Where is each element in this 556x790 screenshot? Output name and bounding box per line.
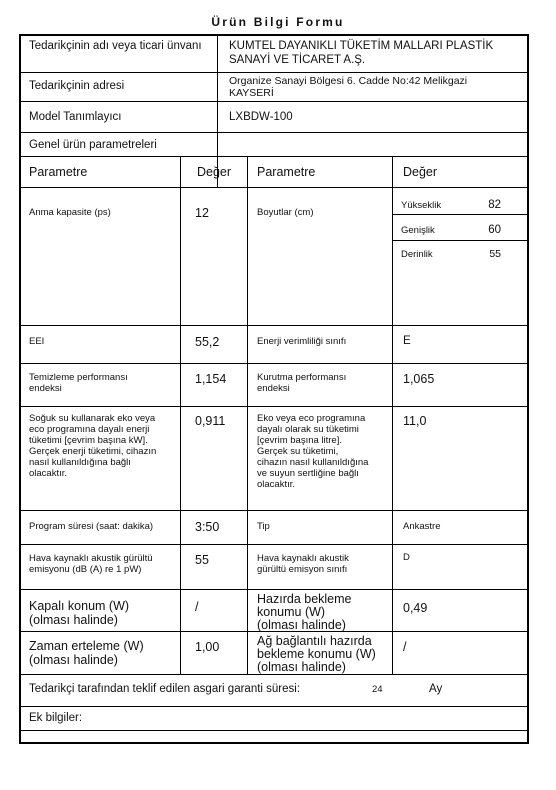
- form-title: Ürün Bilgi Formu: [211, 15, 345, 29]
- cleaning-value: 1,154: [195, 372, 227, 386]
- energy-consumption-value: 0,911: [195, 414, 226, 428]
- supplier-address-value: KAYSERİ: [229, 87, 274, 99]
- capacity-label: Anma kapasite (ps): [29, 207, 111, 218]
- energy-consumption-label: olacaktır.: [29, 468, 68, 479]
- supplier-name-value: KUMTEL DAYANIKLI TÜKETİM MALLARI PLASTİK: [229, 40, 494, 52]
- value-header: Değer: [403, 165, 438, 179]
- value-header: Değer: [197, 165, 232, 179]
- capacity-value: 12: [195, 206, 209, 220]
- noise-label: Hava kaynaklı akustik gürültü: [29, 553, 153, 564]
- row-divider: [21, 363, 527, 364]
- general-params-label: Genel ürün parametreleri: [29, 139, 157, 151]
- noise-class-label: Hava kaynaklı akustik: [257, 553, 349, 564]
- param-header: Parametre: [257, 165, 316, 179]
- row-divider: [21, 132, 527, 133]
- standby-label: Hazırda bekleme: [257, 592, 352, 606]
- eei-label: EEI: [29, 336, 45, 347]
- type-value: Ankastre: [403, 521, 441, 532]
- standby-label: (olması halinde): [257, 618, 346, 632]
- param-header: Parametre: [29, 165, 88, 179]
- energy-consumption-label: eco programına dayalı enerji: [29, 424, 150, 435]
- dimensions-label: Boyutlar (cm): [257, 207, 314, 218]
- off-mode-value: /: [195, 600, 199, 614]
- water-consumption-label: [çevrim başına litre].: [257, 435, 342, 446]
- water-consumption-label: dayalı olarak su tüketimi: [257, 424, 359, 435]
- cleaning-label: endeksi: [29, 383, 62, 394]
- height-value: 82: [488, 199, 501, 211]
- warranty-value: 24: [372, 684, 383, 695]
- row-divider: [392, 240, 527, 241]
- standby-value: 0,49: [403, 601, 428, 615]
- column-divider: [392, 156, 393, 674]
- noise-class-label: gürültü emisyon sınıfı: [257, 564, 348, 575]
- cleaning-label: Temizleme performansı: [29, 372, 128, 383]
- energy-class-value: E: [403, 335, 411, 347]
- type-label: Tip: [257, 521, 270, 532]
- product-info-table: [19, 34, 529, 744]
- model-value: LXBDW-100: [229, 111, 293, 123]
- supplier-name-label: Tedarikçinin adı veya ticari ünvanı: [29, 40, 202, 52]
- height-label: Yükseklik: [401, 200, 442, 211]
- drying-label: endeksi: [257, 383, 290, 394]
- program-duration-label: Program süresi (saat: dakika): [29, 521, 154, 532]
- standby-label: konumu (W): [257, 605, 326, 619]
- additional-info-label: Ek bilgiler:: [29, 712, 83, 724]
- delay-value: 1,00: [195, 640, 220, 654]
- network-standby-label: Ağ bağlantılı hazırda: [257, 634, 372, 648]
- energy-consumption-label: tüketimi [çevrim başına kW].: [29, 435, 148, 446]
- row-divider: [392, 214, 527, 215]
- network-standby-label: bekleme konumu (W): [257, 647, 376, 661]
- row-divider: [21, 72, 527, 73]
- row-divider: [21, 706, 527, 707]
- off-mode-label: Kapalı konum (W): [29, 599, 130, 613]
- depth-label: Derinlik: [401, 249, 433, 260]
- water-consumption-label: cihazın nasıl kullanıldığına: [257, 457, 369, 468]
- width-label: Genişlik: [401, 225, 435, 236]
- column-divider: [217, 36, 218, 156]
- off-mode-label: (olması halinde): [29, 613, 118, 627]
- supplier-address-label: Tedarikçinin adresi: [29, 80, 125, 92]
- noise-class-value: D: [403, 552, 410, 563]
- column-divider: [247, 156, 248, 674]
- noise-value: 55: [195, 553, 209, 567]
- delay-label: (olması halinde): [29, 653, 118, 667]
- eei-value: 55,2: [195, 335, 220, 349]
- energy-consumption-label: Gerçek enerji tüketimi, cihazın: [29, 446, 157, 457]
- row-divider: [21, 101, 527, 102]
- row-divider: [21, 589, 527, 590]
- program-duration-value: 3:50: [195, 520, 220, 534]
- row-divider: [21, 187, 527, 188]
- row-divider: [21, 544, 527, 545]
- depth-value: 55: [489, 248, 501, 260]
- row-divider: [21, 325, 527, 326]
- drying-label: Kurutma performansı: [257, 372, 347, 383]
- water-consumption-label: olacaktır.: [257, 479, 296, 490]
- supplier-address-value: Organize Sanayi Bölgesi 6. Cadde No:42 Melikgazi: [229, 75, 468, 87]
- water-consumption-label: ve suyun sertliğine bağlı: [257, 468, 359, 479]
- row-divider: [21, 730, 527, 731]
- model-label: Model Tanımlayıcı: [29, 111, 122, 123]
- row-divider: [21, 406, 527, 407]
- row-divider: [21, 510, 527, 511]
- drying-value: 1,065: [403, 372, 435, 386]
- energy-consumption-label: Soğuk su kullanarak eko veya: [29, 413, 156, 424]
- energy-class-label: Enerji verimliliği sınıfı: [257, 336, 347, 347]
- delay-label: Zaman erteleme (W): [29, 639, 144, 653]
- noise-label: emisyonu (dB (A) re 1 pW): [29, 564, 142, 575]
- water-consumption-label: Eko veya eco programına: [257, 413, 366, 424]
- supplier-name-value: SANAYİ VE TİCARET A.Ş.: [229, 54, 366, 66]
- network-standby-label: (olması halinde): [257, 660, 346, 674]
- width-value: 60: [488, 224, 501, 236]
- warranty-label: Tedarikçi tarafından teklif edilen asgari garanti süresi:: [29, 683, 301, 695]
- row-divider: [21, 156, 527, 157]
- column-divider: [180, 156, 181, 674]
- water-consumption-label: Gerçek su tüketimi,: [257, 446, 339, 457]
- network-standby-value: /: [403, 640, 407, 654]
- energy-consumption-label: nasıl kullanıldığına bağlı: [29, 457, 131, 468]
- warranty-unit: Ay: [429, 683, 443, 695]
- water-consumption-value: 11,0: [403, 414, 427, 428]
